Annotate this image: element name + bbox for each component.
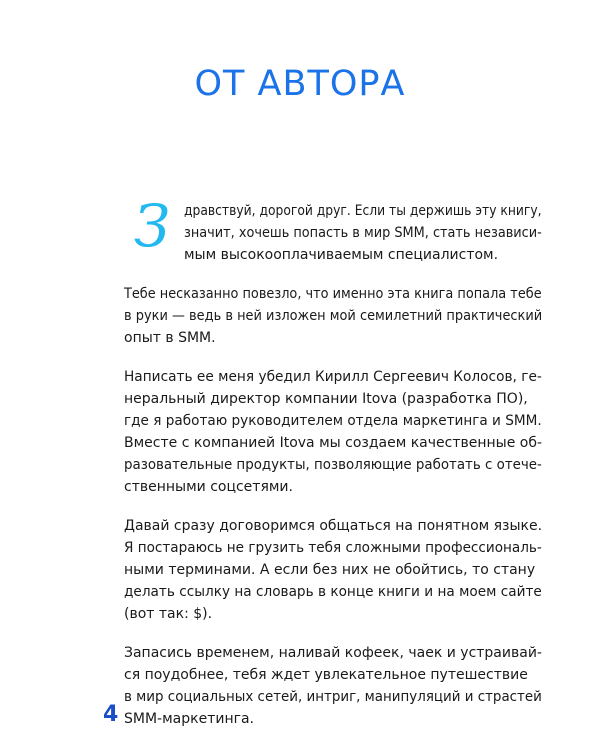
text-line: в руки — ведь в ней изложен мой семилетний практический	[124, 308, 543, 324]
paragraph-journey	[124, 642, 542, 730]
text-line: Я постараюсь не грузить тебя сложными профессиональ-	[124, 540, 542, 556]
text-line: Написать ее меня убедил Кирилл Сергеевич Колосов, ге-	[124, 369, 542, 385]
text-line: в мир социальных сетей, интриг, манипуляций и страстей	[124, 689, 542, 705]
paragraph-intro	[124, 192, 542, 266]
text-line: SMM-маркетинга.	[124, 711, 254, 727]
text-line: дравствуй, дорогой друг. Если ты держишь эту книгу,	[184, 203, 542, 219]
text-line: Запасись временем, наливай кофеек, чаек и устраивай-	[124, 645, 542, 661]
text-line: делать ссылку на словарь в конце книги и на моем сайте	[124, 584, 542, 600]
text-line: мым высокооплачиваемым специалистом.	[184, 247, 499, 263]
text-line: ственными соцсетями.	[124, 479, 293, 495]
text-line: Вместе с компанией Itova мы создаем качественные об-	[124, 435, 543, 451]
text-line: где я работаю руководителем отдела маркетинга и SMM.	[124, 413, 542, 429]
text-line: опыт в SMM.	[124, 330, 216, 346]
text-line: Тебе несказанно повезло, что именно эта книга попала тебе	[124, 286, 542, 302]
paragraph-itova	[124, 366, 542, 498]
text-line: ными терминами. А если без них не обойтись, то стану	[124, 562, 536, 578]
text-line: неральный директор компании Itova (разработка ПО),	[124, 391, 528, 407]
paragraph-luck	[124, 283, 542, 349]
text-body	[124, 192, 543, 747]
paragraph-language	[124, 515, 542, 625]
text-line: (вот так: $).	[124, 606, 213, 622]
drop-cap: З	[134, 192, 171, 260]
page-title: ОТ АВТОРА	[194, 64, 406, 104]
page-number: 4	[103, 702, 119, 727]
text-line: значит, хочешь попасть в мир SMM, стать независи-	[184, 225, 542, 241]
text-line: Давай сразу договоримся общаться на понятном языке.	[124, 518, 543, 534]
text-line: ся поудобнее, тебя ждет увлекательное путешествие	[124, 667, 528, 683]
text-line: разовательные продукты, позволяющие работать с отече-	[124, 457, 542, 473]
